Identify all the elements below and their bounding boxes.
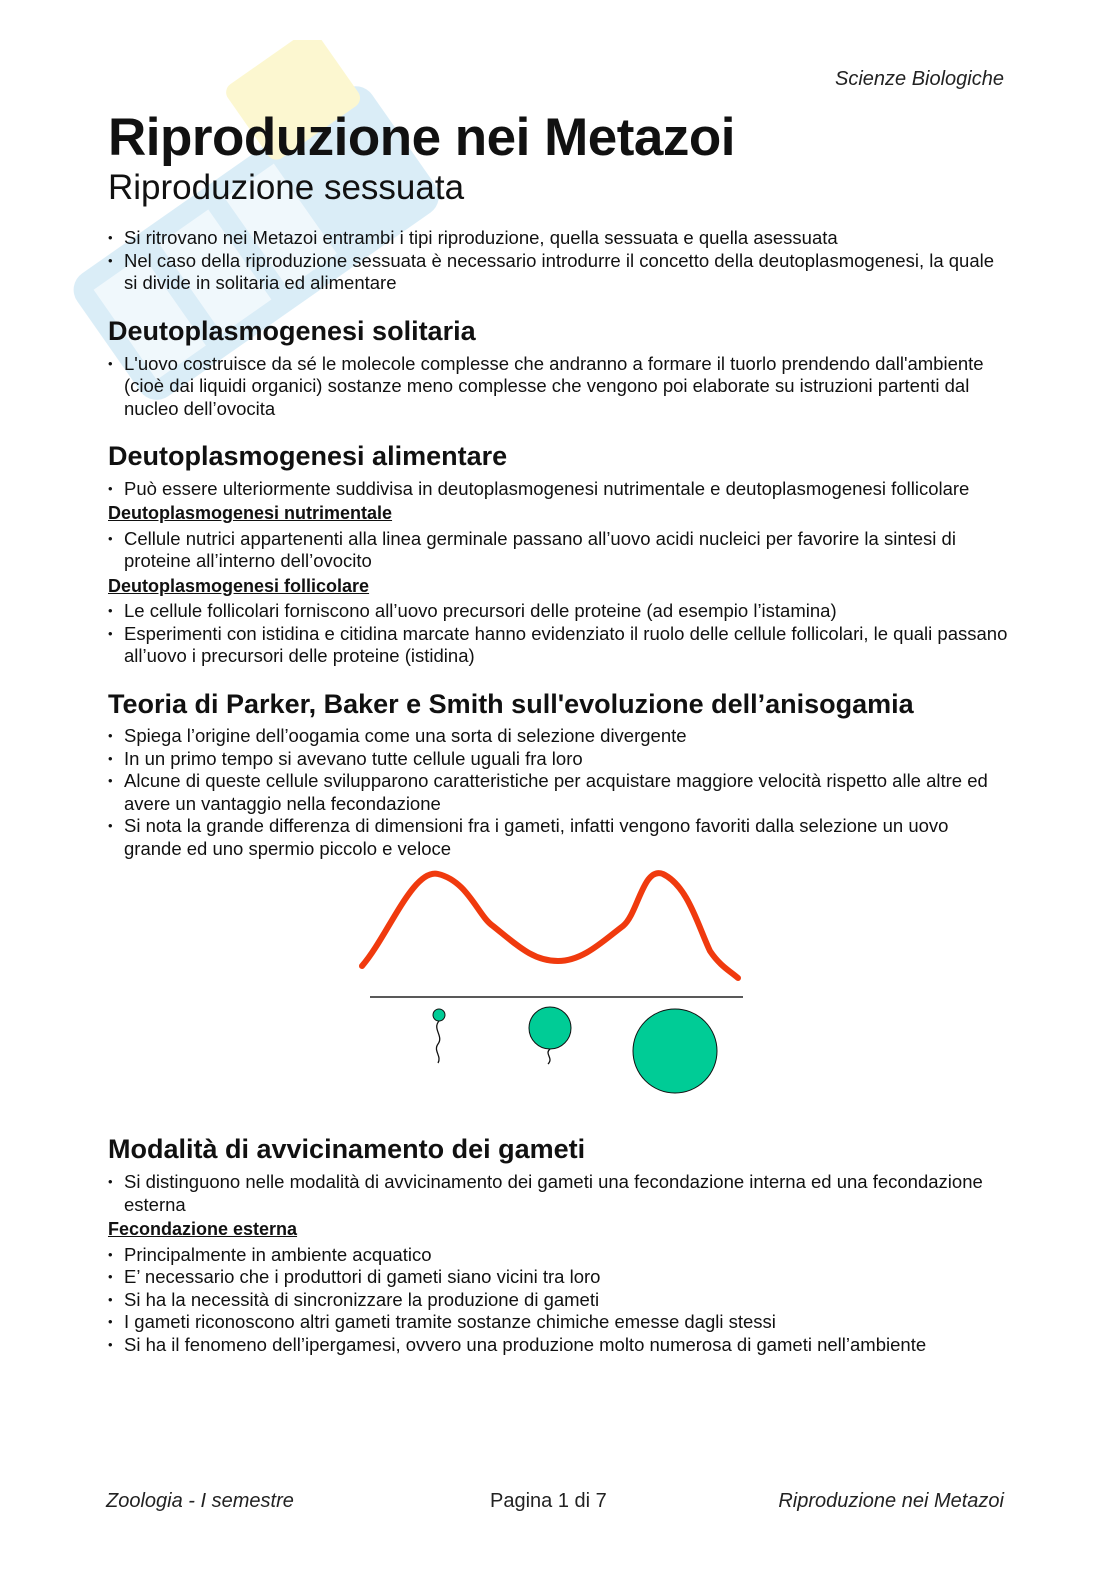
subheading-nutrimentale: Deutoplasmogenesi nutrimentale (108, 503, 393, 524)
list-item: • Esperimenti con istidina e citidina marcate hanno evidenziato il ruolo delle cellule follicolari, le quali passano all’uovo i precursori delle proteine (istidina) (108, 623, 1008, 668)
gameti-list (108, 1171, 1008, 1216)
list-item: • In un primo tempo si avevano tutte cellule uguali fra loro (108, 748, 1008, 771)
medium-gamete-icon (529, 1007, 571, 1064)
list-item: • Si ritrovano nei Metazoi entrambi i tipi riproduzione, quella sessuata e quella asessuata (108, 227, 1008, 250)
list-item: • Principalmente in ambiente acquatico (108, 1244, 1008, 1267)
subheading-esterna: Fecondazione esterna (108, 1219, 298, 1240)
anisogamy-figure (358, 866, 758, 1102)
page-subtitle: Riproduzione sessuata (108, 168, 465, 208)
heading-alimentare: Deutoplasmogenesi alimentare (108, 441, 508, 472)
nutrimentale-list (108, 528, 1008, 573)
solitaria-list (108, 353, 1008, 421)
header-course: Scienze Biologiche (835, 68, 1004, 90)
heading-solitaria: Deutoplasmogenesi solitaria (108, 315, 476, 346)
alimentare-list (108, 478, 1008, 501)
footer-left: Zoologia - I semestre (106, 1490, 294, 1512)
selection-curve (362, 873, 738, 978)
subheading-follicolare: Deutoplasmogenesi follicolare (108, 575, 370, 596)
list-item: • Si distinguono nelle modalità di avvicinamento dei gameti una fecondazione interna ed una fecondazione esterna (108, 1171, 1008, 1216)
list-item: • Si ha il fenomeno dell’ipergamesi, ovvero una produzione molto numerosa di gameti nell’ambiente (108, 1334, 1008, 1357)
follicolare-list (108, 600, 1008, 668)
footer-right: Riproduzione nei Metazoi (778, 1490, 1004, 1512)
list-item: • Nel caso della riproduzione sessuata è necessario introdurre il concetto della deutoplasmogenesi, la quale si divide in solitaria ed alimentare (108, 250, 1008, 295)
list-item: • I gameti riconoscono altri gameti tramite sostanze chimiche emesse dagli stessi (108, 1311, 1008, 1334)
document-body (108, 108, 1008, 1358)
list-item: • Le cellule follicolari forniscono all’uovo precursori delle proteine (ad esempio l’istamina) (108, 600, 1008, 623)
esterna-list (108, 1244, 1008, 1357)
list-item: • E’ necessario che i produttori di gameti siano vicini tra loro (108, 1266, 1008, 1289)
heading-gameti: Modalità di avvicinamento dei gameti (108, 1134, 586, 1165)
heading-parker: Teoria di Parker, Baker e Smith sull'evoluzione dell’anisogamia (108, 688, 914, 719)
list-item: • Si ha la necessità di sincronizzare la produzione di gameti (108, 1289, 1008, 1312)
intro-list (108, 227, 1008, 295)
sperm-icon (433, 1009, 445, 1063)
footer-page-number: Pagina 1 di 7 (490, 1490, 607, 1512)
egg-icon (633, 1009, 717, 1093)
list-item: • Si nota la grande differenza di dimensioni fra i gameti, infatti vengono favoriti dalla selezione un uovo grande ed uno spermio piccolo e veloce (108, 815, 1008, 860)
page-title: Riproduzione nei Metazoi (108, 108, 735, 167)
list-item: • L'uovo costruisce da sé le molecole complesse che andranno a formare il tuorlo prendendo dall'ambiente (cioè dai liquidi organici) sostanze meno complesse che vengono poi elaborate su istruzioni partenti dal nucleo dell’ovocita (108, 353, 1008, 421)
list-item: • Può essere ulteriormente suddivisa in deutoplasmogenesi nutrimentale e deutoplasmogenesi follicolare (108, 478, 1008, 501)
list-item: • Alcune di queste cellule svilupparono caratteristiche per acquistare maggiore velocità rispetto alle altre ed avere un vantaggio nella fecondazione (108, 770, 1008, 815)
parker-list (108, 725, 1008, 860)
list-item: • Cellule nutrici appartenenti alla linea germinale passano all’uovo acidi nucleici per favorire la sintesi di proteine all’interno dell’ovocito (108, 528, 1008, 573)
list-item: • Spiega l’origine dell’oogamia come una sorta di selezione divergente (108, 725, 1008, 748)
